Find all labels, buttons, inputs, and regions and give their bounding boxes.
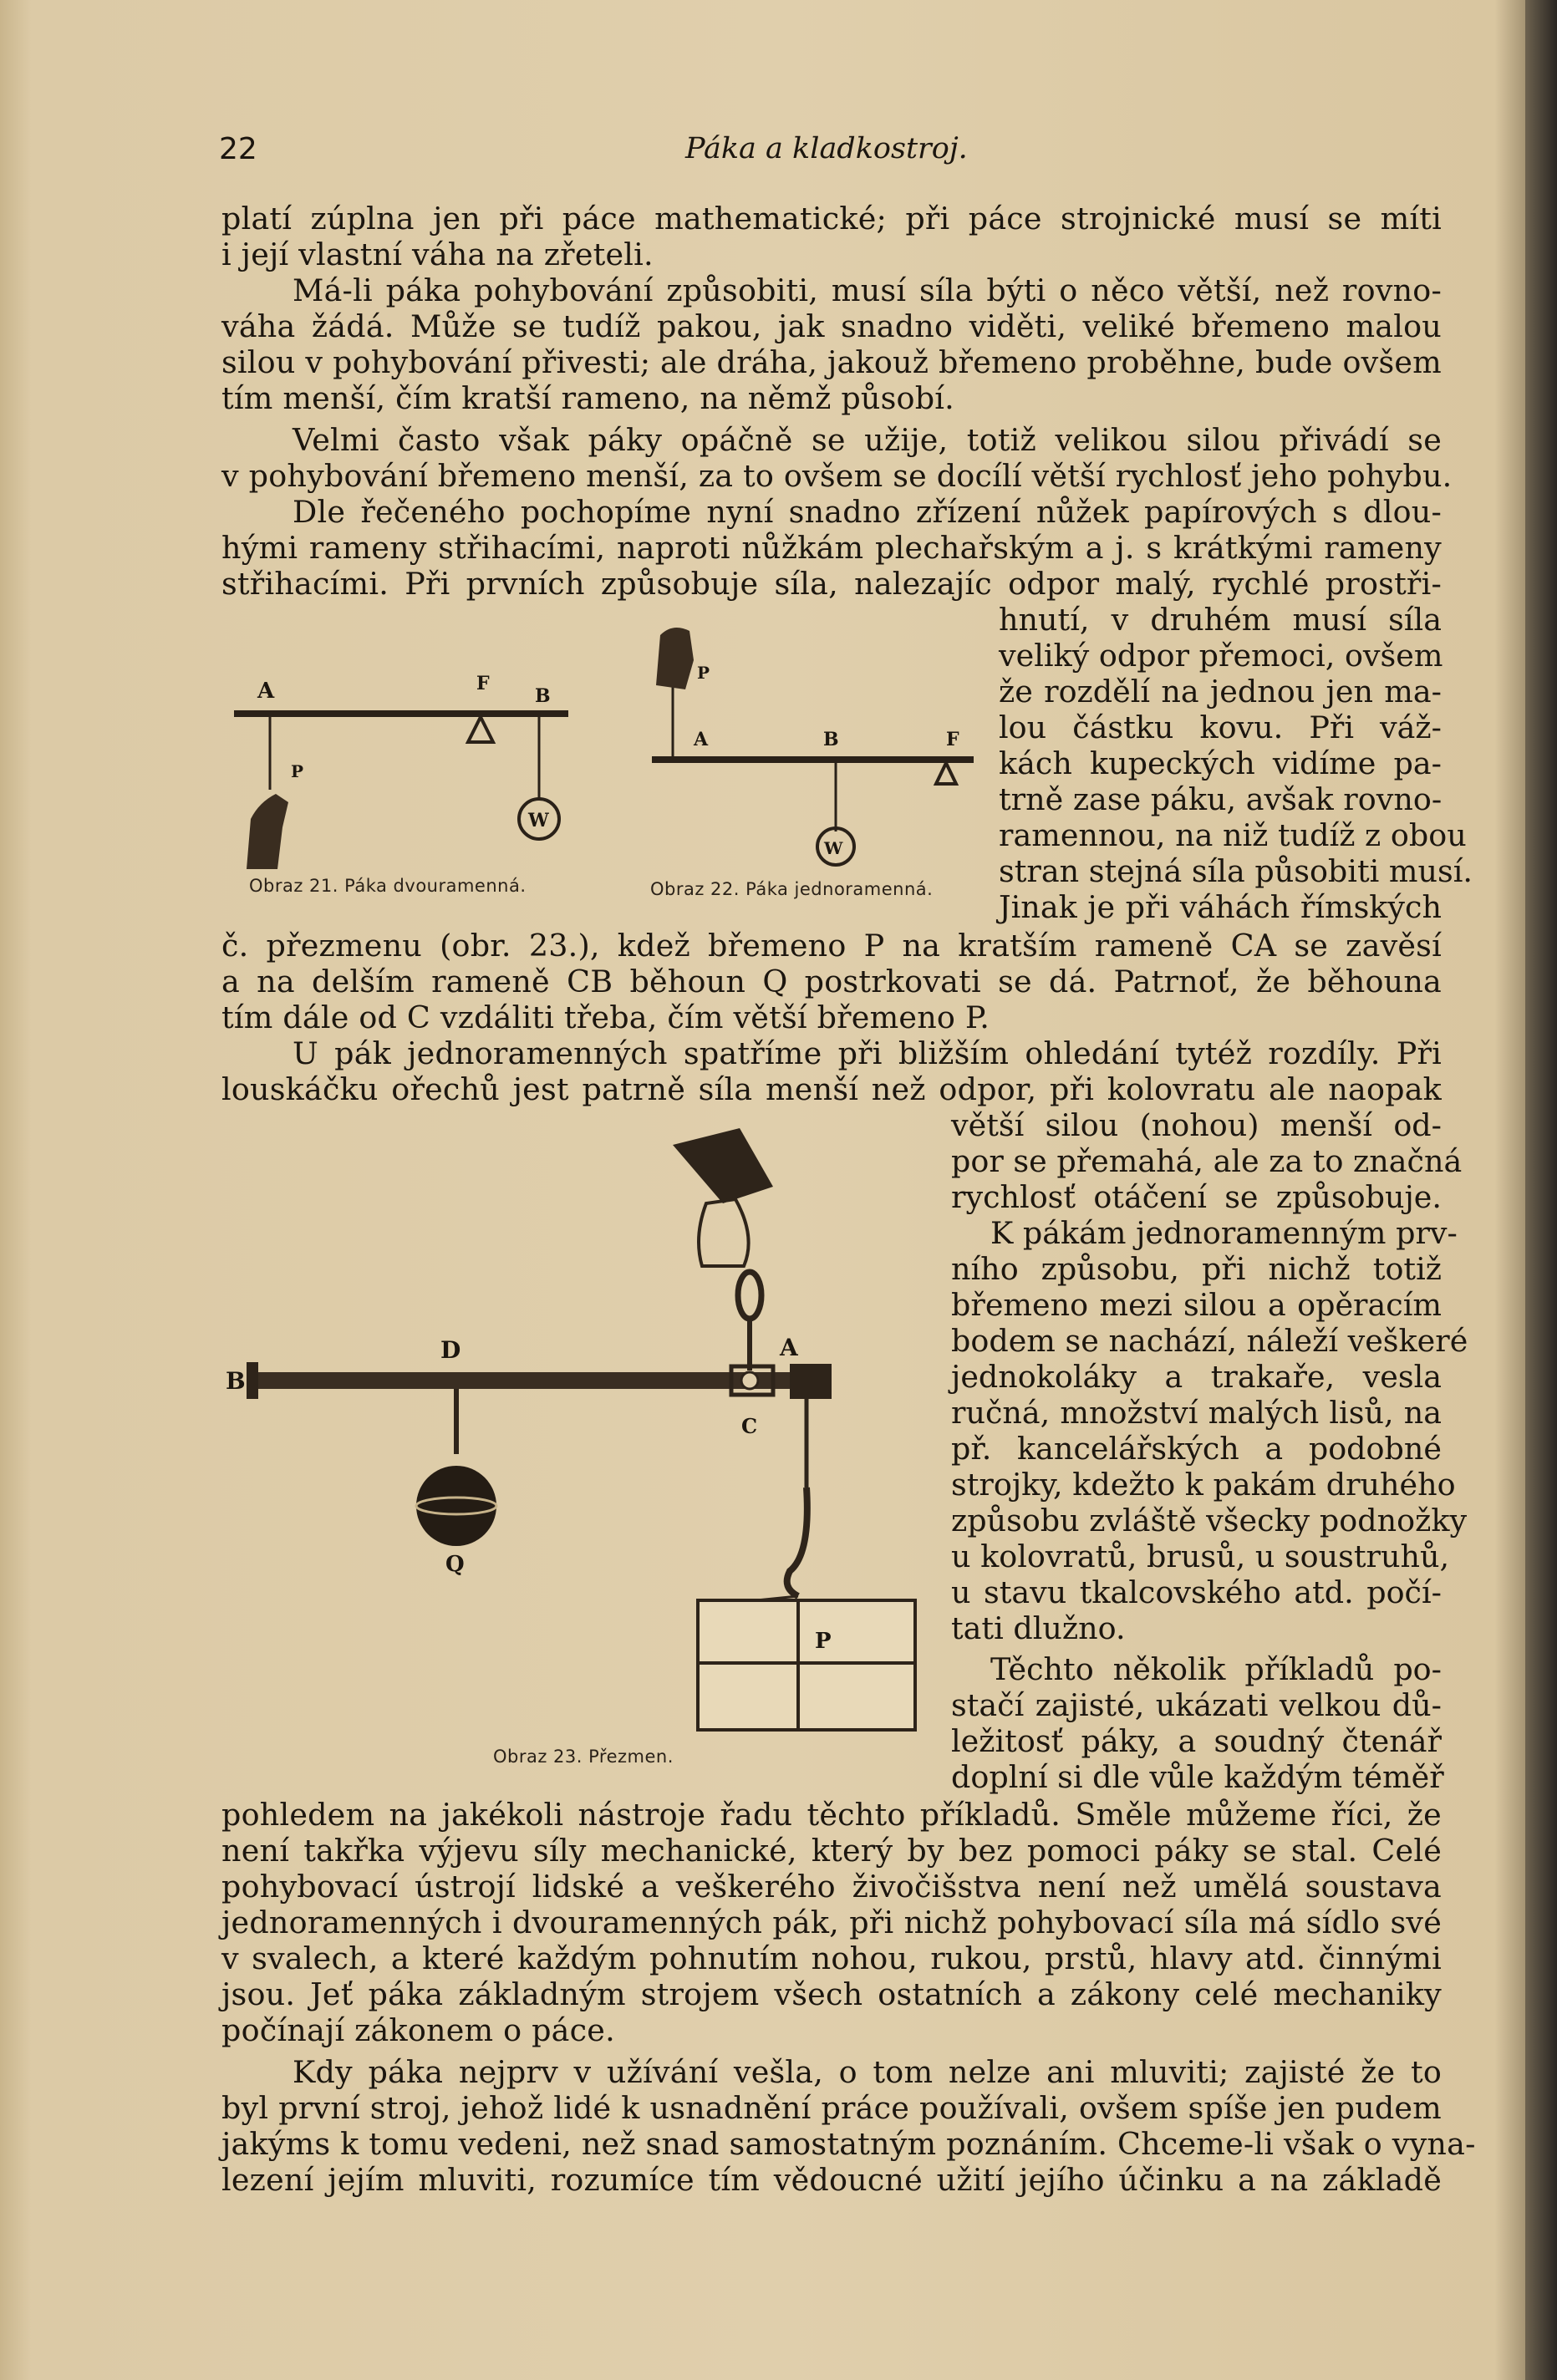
page-number: 22 bbox=[219, 132, 257, 166]
label-f: F bbox=[476, 673, 490, 694]
figure-23-steelyard bbox=[221, 1120, 940, 1755]
text-line: U pák jednoramenných spatříme při bližším ohledání tytéž rozdíly. Při bbox=[293, 1035, 1442, 1071]
text-line: u stavu tkalcovského atd. počí- bbox=[951, 1574, 1442, 1610]
text-line: tím menší, čím kratší rameno, na němž působí. bbox=[221, 380, 954, 416]
text-line: strojky, kdežto k pakám druhého bbox=[951, 1467, 1456, 1503]
hand-cuff bbox=[673, 1128, 773, 1203]
label-q: Q bbox=[445, 1552, 465, 1577]
text-line: větší silou (nohou) menší od- bbox=[951, 1107, 1442, 1143]
label-p: P bbox=[815, 1629, 832, 1654]
text-line: byl první stroj, jehož lidé k usnadnění práce používali, ovšem spíše jen pudem bbox=[221, 2090, 1442, 2126]
figure-21-two-arm-lever bbox=[226, 618, 577, 903]
hand bbox=[656, 628, 694, 689]
label-b: B bbox=[823, 729, 839, 750]
running-title: Páka a kladkostroj. bbox=[685, 132, 968, 165]
figure-23-caption: Obraz 23. Přezmen. bbox=[493, 1747, 674, 1767]
text-line: př. kancelářských a podobné bbox=[951, 1431, 1442, 1467]
fulcrum bbox=[936, 763, 956, 784]
text-line: Jinak je při váhách římských bbox=[999, 889, 1442, 925]
text-line: stran stejná síla působiti musí. bbox=[999, 853, 1473, 889]
label-b: B bbox=[535, 685, 551, 707]
lever-beam bbox=[234, 710, 568, 717]
label-d: D bbox=[440, 1336, 461, 1364]
text-line: lezení jejím mluviti, rozumíce tím vědoucné užití jejího účinku a na základě bbox=[221, 2162, 1442, 2198]
text-line: váha žádá. Může se tudíž pakou, jak snadno viděti, veliké břemeno malou bbox=[221, 308, 1442, 344]
text-line: není takřka výjevu síly mechanické, který by bez pomoci páky se stal. Celé bbox=[221, 1833, 1442, 1869]
load-bale bbox=[698, 1600, 915, 1730]
hook bbox=[787, 1488, 807, 1596]
text-line: tati dlužno. bbox=[951, 1610, 1126, 1646]
text-line: rychlosť otáčení se způsobuje. bbox=[951, 1179, 1442, 1215]
text-line: Velmi často však páky opáčně se užije, totiž velikou silou přivádí se bbox=[293, 422, 1442, 458]
text-line: jsou. Jeť páka základným strojem všech ostatních a zákony celé mechaniky bbox=[221, 1976, 1442, 2012]
label-p: P bbox=[291, 761, 304, 781]
text-line: jednokoláky a trakaře, vesla bbox=[951, 1359, 1442, 1395]
text-line: por se přemahá, ale za to značná bbox=[951, 1143, 1463, 1179]
text-line: ramennou, na niž tudíž z obou bbox=[999, 817, 1467, 853]
text-line: u kolovratů, brusů, u soustruhů, bbox=[951, 1538, 1450, 1574]
text-line: č. přezmenu (obr. 23.), kdež břemeno P na kratším rameně CA se zavěsí bbox=[221, 928, 1442, 964]
text-line: v pohybování břemeno menší, za to ovšem se docílí větší rychlosť jeho pohybu. bbox=[221, 458, 1453, 494]
book-spine-edge bbox=[1525, 0, 1557, 2380]
label-a: A bbox=[694, 729, 709, 750]
label-b: B bbox=[226, 1367, 246, 1395]
text-line: Dle řečeného pochopíme nyní snadno zřízení nůžek papírových s dlou- bbox=[293, 494, 1442, 530]
label-p: P bbox=[697, 663, 710, 683]
text-line: trně zase páku, avšak rovno- bbox=[999, 781, 1443, 817]
text-line: doplní si dle vůle každým téměř bbox=[951, 1759, 1444, 1795]
steelyard-beam bbox=[255, 1372, 823, 1389]
text-line: Má-li páka pohybování způsobiti, musí síla býti o něco větší, než rovno- bbox=[293, 272, 1442, 308]
hand bbox=[699, 1199, 749, 1266]
counterweight bbox=[416, 1466, 496, 1546]
text-line: tím dále od C vzdáliti třeba, čím větší břemeno P. bbox=[221, 999, 990, 1035]
label-w: W bbox=[528, 810, 549, 831]
text-line: jednoramenných i dvouramenných pák, při nichž pohybovací síla má sídlo své bbox=[221, 1905, 1442, 1940]
text-line: hými rameny střihacími, naproti nůžkám plechařským a j. s krátkými rameny bbox=[221, 530, 1442, 566]
text-line: ního způsobu, při nichž totiž bbox=[951, 1251, 1442, 1287]
text-line: ležitosť páky, a soudný čtenář bbox=[951, 1723, 1442, 1759]
label-w: W bbox=[824, 838, 843, 858]
hook-ring bbox=[738, 1272, 761, 1319]
text-line: v svalech, a které každým pohnutím nohou, rukou, prstů, hlavy atd. činnými bbox=[221, 1940, 1442, 1976]
text-line: pohybovací ústrojí lidské a veškerého živočišstva není než umělá soustava bbox=[221, 1869, 1442, 1905]
text-line: ručná, množství malých lisů, na bbox=[951, 1395, 1442, 1431]
text-line: K pákám jednoramenným prv- bbox=[990, 1215, 1458, 1251]
text-line: střihacími. Při prvních způsobuje síla, nalezajíc odpor malý, rychlé prostři- bbox=[221, 566, 1442, 602]
text-line: veliký odpor přemoci, ovšem bbox=[999, 638, 1443, 674]
text-line: lou částku kovu. Při váž- bbox=[999, 709, 1442, 745]
text-line: že rozdělí na jednou jen ma- bbox=[999, 674, 1442, 709]
label-c: C bbox=[741, 1414, 758, 1438]
text-line: jakýms k tomu vedeni, než snad samostatným poznáním. Chceme-li však o vyna- bbox=[221, 2126, 1476, 2162]
text-line: pohledem na jakékoli nástroje řadu těchto příkladů. Směle můžeme říci, že bbox=[221, 1797, 1442, 1833]
figure-22-one-arm-lever bbox=[635, 610, 986, 877]
lever-beam bbox=[652, 756, 974, 763]
text-line: Kdy páka nejprv v užívání vešla, o tom nelze ani mluviti; zajisté že to bbox=[293, 2054, 1442, 2090]
text-line: stačí zajisté, ukázati velkou dů- bbox=[951, 1687, 1442, 1723]
text-line: silou v pohybování přivesti; ale dráha, jakouž břemeno proběhne, bude ovšem bbox=[221, 344, 1442, 380]
text-line: a na delším rameně CB běhoun Q postrkovati se dá. Patrnoť, že běhouna bbox=[221, 964, 1442, 999]
label-a: A bbox=[257, 679, 275, 704]
text-line: způsobu zvláště všecky podnožky bbox=[951, 1503, 1468, 1538]
text-line: platí zúplna jen při páce mathematické; při páce strojnické musí se míti bbox=[221, 201, 1442, 236]
text-line: Těchto několik příkladů po- bbox=[990, 1651, 1442, 1687]
label-f: F bbox=[946, 729, 959, 750]
text-line: i její vlastní váha na zřeteli. bbox=[221, 236, 654, 272]
text-line: kách kupeckých vidíme pa- bbox=[999, 745, 1442, 781]
text-line: bodem se nachází, náleží veškeré bbox=[951, 1323, 1468, 1359]
label-a: A bbox=[780, 1334, 798, 1361]
text-line: počínají zákonem o páce. bbox=[221, 2012, 615, 2048]
figure-22-caption: Obraz 22. Páka jednoramenná. bbox=[650, 879, 934, 899]
text-line: hnutí, v druhém musí síla bbox=[999, 602, 1442, 638]
fulcrum bbox=[468, 717, 493, 742]
hand bbox=[247, 794, 288, 869]
text-line: louskáčku ořechů jest patrně síla menší než odpor, při kolovratu ale naopak bbox=[221, 1071, 1442, 1107]
figure-21-caption: Obraz 21. Páka dvouramenná. bbox=[249, 876, 527, 896]
text-line: břemeno mezi silou a opěracím bbox=[951, 1287, 1442, 1323]
